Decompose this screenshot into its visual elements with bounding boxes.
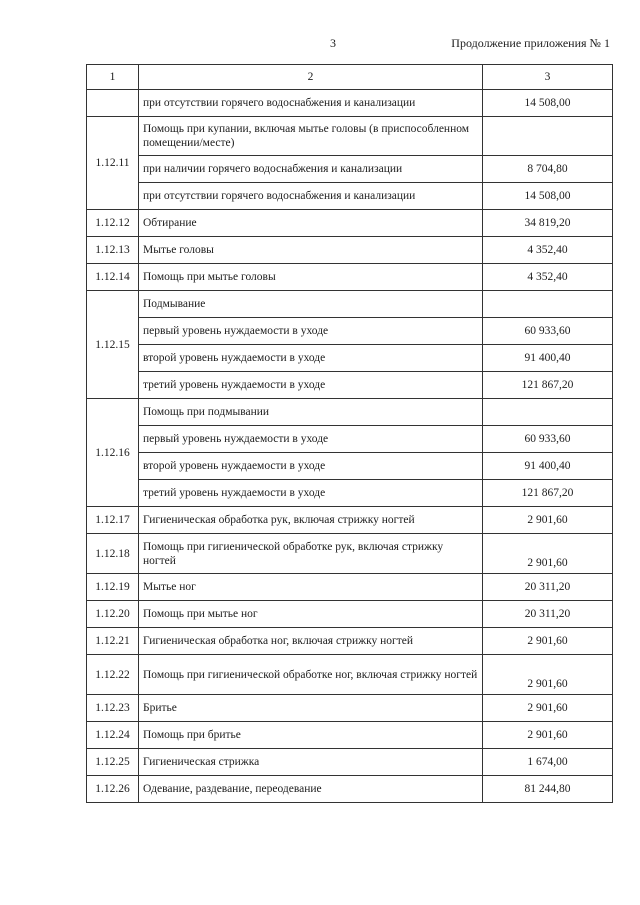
- table-row: [87, 574, 613, 601]
- row-price: 14 508,00: [483, 90, 613, 117]
- row-price: 60 933,60: [483, 426, 613, 453]
- row-price: 20 311,20: [483, 601, 613, 628]
- row-description: первый уровень нуждаемости в уходе: [139, 318, 483, 345]
- row-price: 60 933,60: [483, 318, 613, 345]
- column-header: 3: [483, 65, 613, 90]
- row-code: 1.12.18: [87, 534, 139, 574]
- row-price: 121 867,20: [483, 480, 613, 507]
- row-price: 2 901,60: [483, 534, 613, 574]
- row-description: при отсутствии горячего водоснабжения и канализации: [139, 183, 483, 210]
- row-code: 1.12.20: [87, 601, 139, 628]
- row-description: Гигиеническая обработка рук, включая стрижку ногтей: [139, 507, 483, 534]
- row-price: 121 867,20: [483, 372, 613, 399]
- table-row: [87, 117, 613, 156]
- table-row: [87, 507, 613, 534]
- row-code: 1.12.16: [87, 399, 139, 507]
- table-row: [87, 318, 613, 345]
- row-description: первый уровень нуждаемости в уходе: [139, 426, 483, 453]
- row-description: Помощь при мытье головы: [139, 264, 483, 291]
- row-code: 1.12.24: [87, 722, 139, 749]
- row-code: 1.12.23: [87, 695, 139, 722]
- row-description: Помощь при гигиенической обработке рук, включая стрижку ногтей: [139, 534, 483, 574]
- table-row: [87, 345, 613, 372]
- row-description: Мытье головы: [139, 237, 483, 264]
- row-description: второй уровень нуждаемости в уходе: [139, 345, 483, 372]
- table-header-row: [87, 65, 613, 90]
- row-description: Мытье ног: [139, 574, 483, 601]
- table-row: [87, 264, 613, 291]
- row-price: 8 704,80: [483, 156, 613, 183]
- row-code: 1.12.12: [87, 210, 139, 237]
- row-description: Помощь при бритье: [139, 722, 483, 749]
- table-row: [87, 601, 613, 628]
- row-price: 81 244,80: [483, 776, 613, 803]
- row-price: [483, 291, 613, 318]
- row-description: Одевание, раздевание, переодевание: [139, 776, 483, 803]
- row-description: третий уровень нуждаемости в уходе: [139, 372, 483, 399]
- row-code: 1.12.11: [87, 117, 139, 210]
- row-price: 2 901,60: [483, 628, 613, 655]
- row-price: 34 819,20: [483, 210, 613, 237]
- row-price: [483, 117, 613, 156]
- row-price: [483, 399, 613, 426]
- table-row: [87, 776, 613, 803]
- row-description: Помощь при мытье ног: [139, 601, 483, 628]
- row-code: 1.12.25: [87, 749, 139, 776]
- row-description: Помощь при подмывании: [139, 399, 483, 426]
- table-row: [87, 453, 613, 480]
- row-description: Бритье: [139, 695, 483, 722]
- row-description: при наличии горячего водоснабжения и канализации: [139, 156, 483, 183]
- row-price: 14 508,00: [483, 183, 613, 210]
- row-description: Подмывание: [139, 291, 483, 318]
- row-price: 2 901,60: [483, 507, 613, 534]
- table-row: [87, 237, 613, 264]
- row-code: 1.12.14: [87, 264, 139, 291]
- row-code: 1.12.22: [87, 655, 139, 695]
- row-price: 2 901,60: [483, 655, 613, 695]
- row-price: 91 400,40: [483, 453, 613, 480]
- row-price: 1 674,00: [483, 749, 613, 776]
- table-row: [87, 156, 613, 183]
- table-row: [87, 210, 613, 237]
- row-description: Обтирание: [139, 210, 483, 237]
- table-row: [87, 695, 613, 722]
- page-number: 3: [330, 36, 336, 50]
- table-row: [87, 722, 613, 749]
- table-row: [87, 480, 613, 507]
- row-code: 1.12.15: [87, 291, 139, 399]
- column-header: 1: [87, 65, 139, 90]
- row-price: 2 901,60: [483, 695, 613, 722]
- table-row: [87, 90, 613, 117]
- table-row: [87, 655, 613, 695]
- price-table: [86, 64, 613, 803]
- row-price: 4 352,40: [483, 264, 613, 291]
- row-code: [87, 90, 139, 117]
- row-code: 1.12.26: [87, 776, 139, 803]
- row-description: Гигиеническая обработка ног, включая стрижку ногтей: [139, 628, 483, 655]
- row-code: 1.12.17: [87, 507, 139, 534]
- row-code: 1.12.19: [87, 574, 139, 601]
- row-description: третий уровень нуждаемости в уходе: [139, 480, 483, 507]
- table-row: [87, 426, 613, 453]
- table-row: [87, 183, 613, 210]
- row-price: 4 352,40: [483, 237, 613, 264]
- row-price: 20 311,20: [483, 574, 613, 601]
- row-description: второй уровень нуждаемости в уходе: [139, 453, 483, 480]
- row-code: 1.12.21: [87, 628, 139, 655]
- column-header: 2: [139, 65, 483, 90]
- table-row: [87, 291, 613, 318]
- row-description: Помощь при купании, включая мытье головы (в приспособленном помещении/месте): [139, 117, 483, 156]
- table-row: [87, 534, 613, 574]
- continuation-caption: Продолжение приложения № 1: [451, 36, 610, 50]
- row-description: при отсутствии горячего водоснабжения и канализации: [139, 90, 483, 117]
- table-row: [87, 749, 613, 776]
- row-code: 1.12.13: [87, 237, 139, 264]
- row-description: Гигиеническая стрижка: [139, 749, 483, 776]
- row-price: 2 901,60: [483, 722, 613, 749]
- table-row: [87, 628, 613, 655]
- row-description: Помощь при гигиенической обработке ног, включая стрижку ногтей: [139, 655, 483, 695]
- table-row: [87, 399, 613, 426]
- table-row: [87, 372, 613, 399]
- row-price: 91 400,40: [483, 345, 613, 372]
